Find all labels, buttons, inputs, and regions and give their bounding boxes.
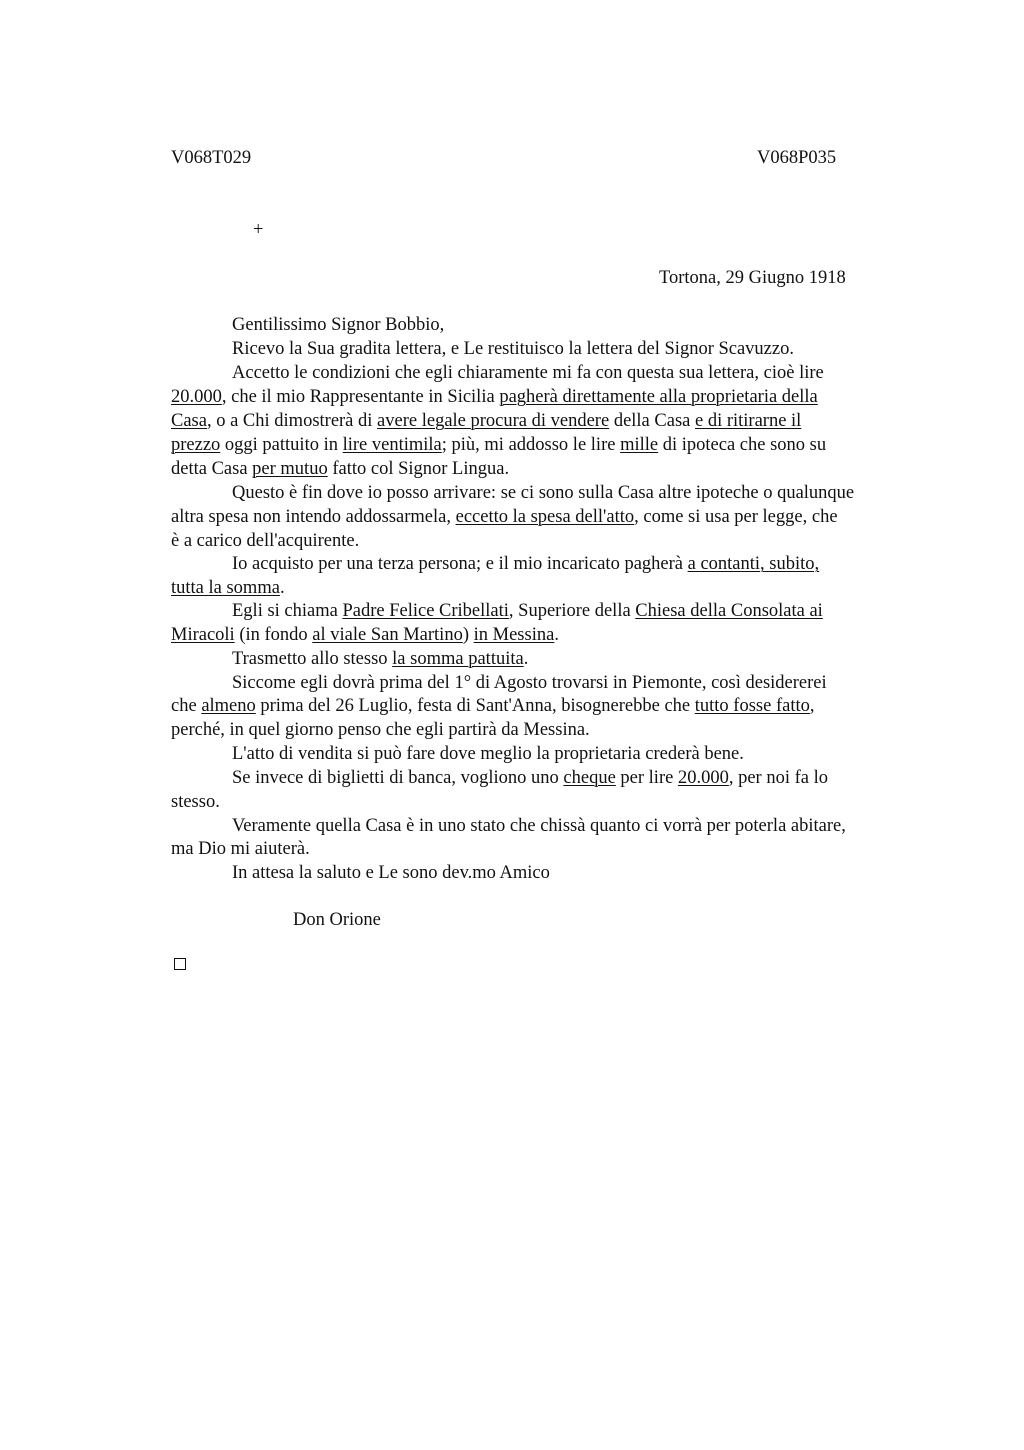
- paragraph-6: [232, 647, 528, 671]
- signature: Don Orione: [293, 910, 381, 930]
- underlined-text: per mutuo: [252, 459, 328, 479]
- paragraph-1: Ricevo la Sua gradita lettera, e Le restituisco la lettera del Signor Scavuzzo.: [232, 339, 794, 359]
- underlined-text: tutto fosse fatto: [694, 696, 810, 716]
- paragraph-3-line-1: Questo è fin dove io posso arrivare: se ci sono sulla Casa altre ipoteche o qualunque: [232, 483, 855, 503]
- underlined-text: Miracoli: [171, 625, 235, 645]
- underlined-text: tutta la somma: [171, 578, 280, 598]
- text: che: [171, 696, 202, 716]
- paragraph-10-line-2: ma Dio mi aiuterà.: [171, 839, 310, 859]
- underlined-text: la somma pattuita: [392, 649, 524, 669]
- paragraph-4-line-1: [232, 552, 819, 576]
- paragraph-9-line-1: [232, 766, 828, 790]
- text: , che il mio Rappresentante in Sicilia: [221, 387, 500, 407]
- paragraph-5-line-1: [232, 599, 823, 623]
- underlined-text: mille: [620, 435, 659, 455]
- underlined-text: 20.000: [171, 387, 222, 407]
- paragraph-9-line-2: stesso.: [171, 792, 220, 812]
- paragraph-3-line-2: [171, 505, 838, 529]
- underlined-text: prezzo: [171, 435, 221, 455]
- text: Se invece di biglietti di banca, vogliono uno: [232, 768, 564, 788]
- text: della Casa: [609, 411, 695, 431]
- text: , come si usa per legge, che: [634, 507, 838, 527]
- underlined-text: almeno: [201, 696, 256, 716]
- end-square-mark: [174, 958, 186, 970]
- text: di ipoteca che sono su: [658, 435, 827, 455]
- text: Trasmetto allo stesso: [232, 649, 393, 669]
- paragraph-2-line-1: Accetto le condizioni che egli chiaramente mi fa con questa sua lettera, cioè lire: [232, 363, 824, 383]
- paragraph-8: L'atto di vendita si può fare dove meglio la proprietaria crederà bene.: [232, 744, 744, 764]
- paragraph-5-line-2: [171, 623, 559, 647]
- text: prima del 26 Luglio, festa di Sant'Anna, bisognerebbe che: [255, 696, 695, 716]
- underlined-text: 20.000: [677, 768, 729, 788]
- underlined-text: pagherà direttamente alla proprietaria della: [499, 387, 818, 407]
- underlined-text: al viale San Martino: [312, 625, 463, 645]
- underlined-text: cheque: [563, 768, 616, 788]
- salutation: Gentilissimo Signor Bobbio,: [232, 315, 445, 335]
- doc-code-left: V068T029: [171, 148, 252, 168]
- underlined-text: Padre Felice Cribellati: [342, 601, 509, 621]
- paragraph-3-line-3: è a carico dell'acquirente.: [171, 531, 360, 551]
- underlined-text: avere legale procura di vendere: [377, 411, 610, 431]
- text: Io acquisto per una terza persona; e il mio incaricato pagherà: [232, 554, 688, 574]
- text: , o a Chi dimostrerà di: [206, 411, 378, 431]
- text: , Superiore della: [508, 601, 636, 621]
- text: ,: [809, 696, 815, 716]
- text: Egli si chiama: [232, 601, 343, 621]
- text: .: [279, 578, 285, 598]
- paragraph-2-line-2: [171, 385, 818, 409]
- underlined-text: lire ventimila: [342, 435, 442, 455]
- text: oggi pattuito in: [220, 435, 343, 455]
- paragraph-7-line-2: [171, 694, 814, 718]
- paragraph-7-line-3: perché, in quel giorno penso che egli partirà da Messina.: [171, 720, 590, 740]
- text: ; più, mi addosso le lire: [441, 435, 621, 455]
- text: (in fondo: [234, 625, 313, 645]
- paragraph-10-line-1: Veramente quella Casa è in uno stato che chissà quanto ci vorrà per poterla abitare,: [232, 816, 846, 836]
- text: , per noi fa lo: [728, 768, 828, 788]
- text: altra spesa non intendo addossarmela,: [171, 507, 456, 527]
- doc-code-right: V068P035: [757, 148, 837, 168]
- paragraph-2-line-4: [171, 433, 826, 457]
- text: ): [462, 625, 474, 645]
- cross-mark: +: [253, 220, 264, 240]
- underlined-text: e di ritirarne il: [694, 411, 802, 431]
- underlined-text: a contanti, subito,: [687, 554, 820, 574]
- closing-line: In attesa la saluto e Le sono dev.mo Amico: [232, 863, 550, 883]
- text: .: [523, 649, 529, 669]
- text: per lire: [615, 768, 678, 788]
- underlined-text: Casa: [171, 411, 207, 431]
- text: detta Casa: [171, 459, 253, 479]
- paragraph-2-line-3: [171, 409, 801, 433]
- underlined-text: eccetto la spesa dell'atto: [455, 507, 635, 527]
- paragraph-4-line-2: [171, 576, 285, 600]
- underlined-text: Chiesa della Consolata ai: [635, 601, 823, 621]
- paragraph-2-line-5: [171, 457, 509, 481]
- underlined-text: in Messina: [473, 625, 555, 645]
- place-date: Tortona, 29 Giugno 1918: [659, 268, 846, 288]
- paragraph-7-line-1: Siccome egli dovrà prima del 1° di Agosto trovarsi in Piemonte, così desidererei: [232, 673, 827, 693]
- text: fatto col Signor Lingua.: [327, 459, 510, 479]
- text: .: [554, 625, 559, 645]
